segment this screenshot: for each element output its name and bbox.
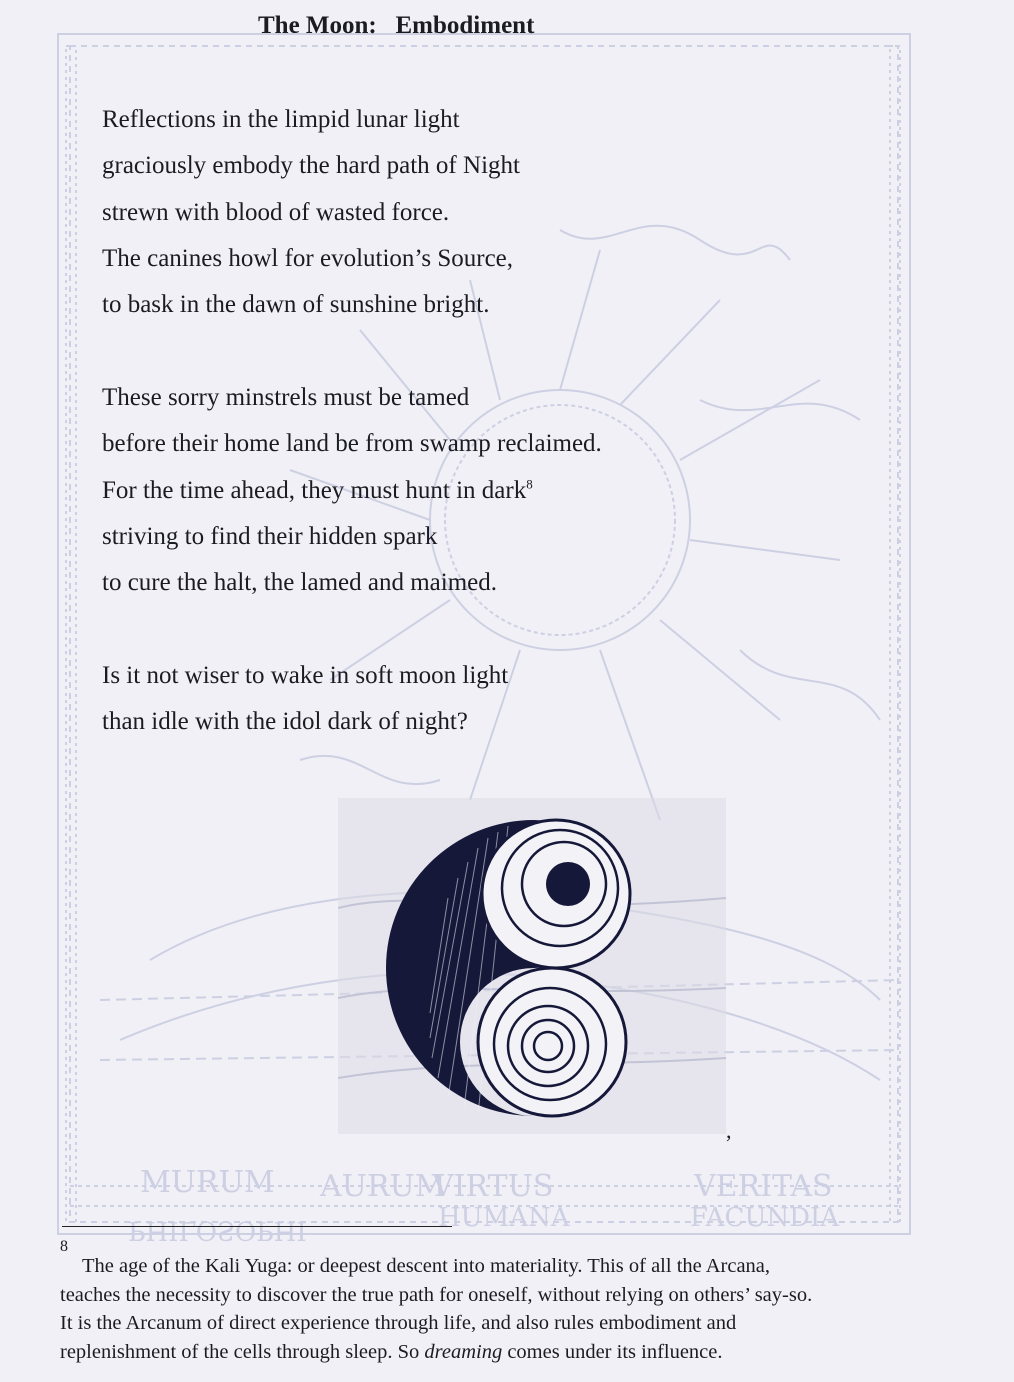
bg-label-virtus: VIRTUS — [432, 1169, 554, 1204]
bg-label-aurum: AURUM — [320, 1169, 446, 1204]
footnote-text: comes under its influence. — [502, 1340, 723, 1363]
footnote-line: teaches the necessity to discover the true path for oneself, without relying on others’ say-so. — [60, 1283, 813, 1306]
yin-yang-illustration — [338, 798, 726, 1134]
poem-line: before their home land be from swamp reclaimed. — [102, 430, 602, 458]
poem-stanza-1 — [102, 97, 520, 328]
poem-stanza-3 — [102, 653, 508, 746]
poem-line: than idle with the idol dark of night? — [102, 708, 468, 736]
footnote-line: It is the Arcanum of direct experience through life, and also rules embodiment and — [60, 1312, 737, 1334]
poem-line: to cure the halt, the lamed and maimed. — [102, 569, 497, 597]
footnote — [60, 1240, 970, 1366]
poem-line: strewn with blood of wasted force. — [102, 198, 450, 226]
footnote-separator — [62, 1226, 452, 1227]
stray-mark: , — [726, 1118, 732, 1143]
bg-label-philosophi: PHILOSOPHI — [128, 1215, 307, 1245]
bg-label-veritas: VERITAS — [694, 1169, 833, 1204]
poem-line: to bask in the dawn of sunshine bright. — [102, 291, 490, 319]
footnote-line: The age of the Kali Yuga: or deepest descent into materiality. This of all the Arcana, — [82, 1255, 771, 1277]
poem-line: Is it not wiser to wake in soft moon light — [102, 662, 509, 689]
poem-line: graciously embody the hard path of Night — [102, 152, 520, 180]
footnote-emphasis: dreaming — [424, 1340, 503, 1363]
footnote-line — [60, 1338, 970, 1367]
bg-label-facundia: FACUNDIA — [690, 1203, 840, 1233]
poem-line: These sorry minstrels must be tamed — [102, 384, 470, 411]
yin-yang-dark-eye — [546, 862, 590, 906]
poem-line: Reflections in the limpid lunar light — [102, 106, 460, 133]
bg-label-humana: HUMANA — [438, 1203, 570, 1233]
bg-label-murum: MURUM — [140, 1165, 275, 1200]
poem-line-text: For the time ahead, they must hunt in dark — [102, 476, 527, 504]
footnote-text: replenishment of the cells through sleep. So — [60, 1340, 425, 1363]
poem-stanza-2 — [102, 375, 602, 606]
poem-line: striving to find their hidden spark — [102, 522, 438, 550]
footnote-reference[interactable]: 8 — [526, 476, 533, 492]
poem-line — [102, 468, 602, 514]
footnote-number: 8 — [60, 1238, 68, 1255]
page-title: The Moon: Embodiment — [258, 12, 535, 39]
poem-line: The canines howl for evolution’s Source, — [102, 244, 514, 272]
yin-yang-lower-head — [478, 968, 626, 1116]
